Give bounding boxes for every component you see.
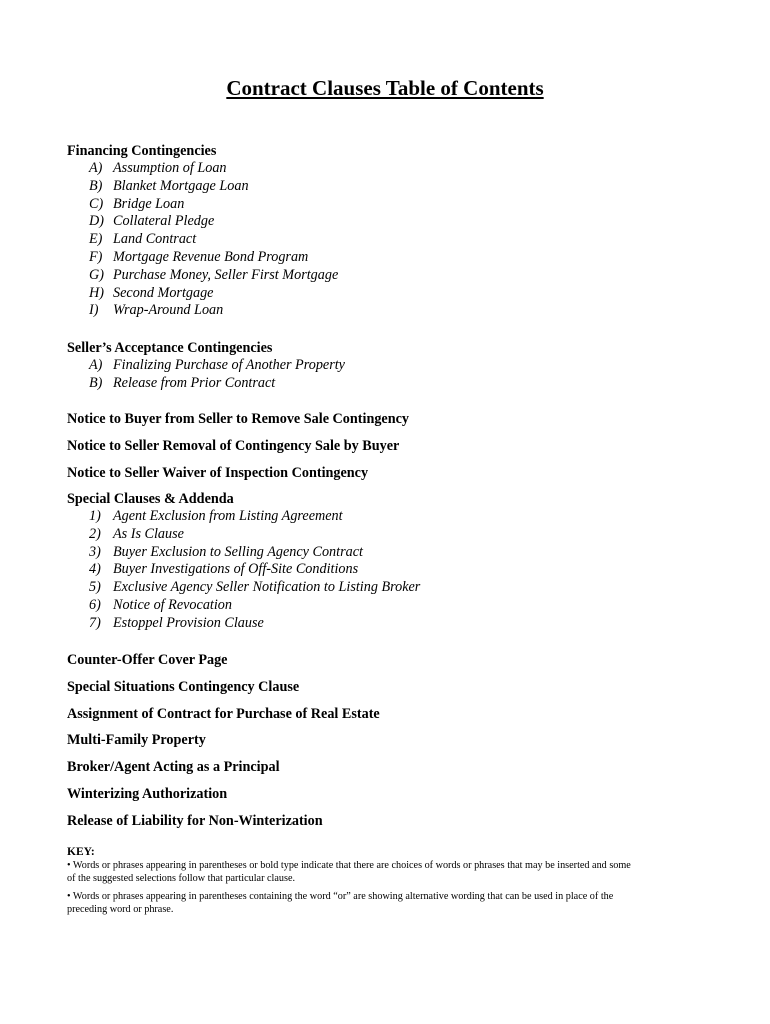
key-note: • Words or phrases appearing in parentheses or bold type indicate that there are choices of words or phrases that may be inserted and some of the suggested selections follow that particular clause. bbox=[67, 860, 631, 885]
list-item bbox=[67, 375, 345, 393]
section-heading: Special Clauses & Addenda bbox=[67, 491, 234, 507]
key-label: KEY: bbox=[67, 846, 95, 858]
list-item-text: Estoppel Provision Clause bbox=[113, 614, 264, 631]
list-item-text: Wrap-Around Loan bbox=[113, 302, 224, 319]
section-heading: Special Situations Contingency Clause bbox=[67, 679, 300, 695]
section-notice-seller-waiver bbox=[67, 464, 368, 482]
list-marker: A) bbox=[89, 357, 103, 373]
section-heading: Multi-Family Property bbox=[67, 732, 206, 748]
section-heading: Broker/Agent Acting as a Principal bbox=[67, 759, 280, 775]
list-item-text: Mortgage Revenue Bond Program bbox=[113, 248, 309, 265]
section-heading: Counter-Offer Cover Page bbox=[67, 652, 228, 668]
list-marker: 6) bbox=[89, 596, 101, 613]
list-marker: H) bbox=[89, 284, 104, 301]
section-special-situations bbox=[67, 678, 299, 696]
list-item bbox=[67, 597, 420, 615]
key-notes bbox=[67, 845, 637, 916]
section-heading: Notice to Seller Waiver of Inspection Contingency bbox=[67, 465, 369, 481]
list-item-text: Land Contract bbox=[113, 231, 197, 248]
section-heading: Notice to Buyer from Seller to Remove Sale Contingency bbox=[67, 411, 410, 427]
list-item-text: Finalizing Purchase of Another Property bbox=[113, 357, 345, 373]
financing-list bbox=[67, 160, 338, 320]
list-marker: A) bbox=[89, 160, 103, 176]
list-item bbox=[67, 285, 338, 303]
section-heading: Seller’s Acceptance Contingencies bbox=[67, 340, 273, 356]
list-marker: 5) bbox=[89, 579, 101, 596]
list-item-text: Bridge Loan bbox=[113, 195, 185, 212]
section-assignment bbox=[67, 705, 380, 723]
list-item bbox=[67, 357, 345, 375]
section-sellers-acceptance bbox=[67, 339, 345, 393]
list-item bbox=[67, 249, 338, 267]
list-item bbox=[67, 267, 338, 285]
section-winterizing bbox=[67, 785, 227, 803]
section-release-liability bbox=[67, 812, 323, 830]
list-item-text: Blanket Mortgage Loan bbox=[113, 177, 249, 194]
list-item bbox=[67, 302, 338, 320]
section-notice-buyer-remove-sale bbox=[67, 410, 409, 428]
list-item-text: Collateral Pledge bbox=[113, 213, 215, 230]
list-marker: E) bbox=[89, 231, 103, 248]
section-counter-offer bbox=[67, 651, 227, 669]
list-marker: B) bbox=[89, 177, 103, 194]
list-item bbox=[67, 615, 420, 633]
section-heading: Winterizing Authorization bbox=[67, 786, 228, 802]
section-broker-agent bbox=[67, 758, 280, 776]
list-marker: 7) bbox=[89, 614, 101, 631]
list-item bbox=[67, 544, 420, 562]
list-marker: D) bbox=[89, 213, 104, 230]
list-item-text: Notice of Revocation bbox=[113, 596, 232, 613]
list-marker: 4) bbox=[89, 561, 101, 578]
section-heading: Financing Contingencies bbox=[67, 143, 217, 159]
list-marker: B) bbox=[89, 374, 103, 391]
list-item bbox=[67, 178, 338, 196]
special-clauses-list bbox=[67, 508, 420, 633]
list-item bbox=[67, 508, 420, 526]
list-marker: 1) bbox=[89, 508, 101, 524]
section-financing-contingencies bbox=[67, 142, 338, 320]
section-special-clauses bbox=[67, 490, 420, 633]
list-item-text: Exclusive Agency Seller Notification to Listing Broker bbox=[113, 579, 421, 596]
list-marker: 2) bbox=[89, 525, 101, 542]
list-marker: C) bbox=[89, 195, 104, 212]
section-notice-seller-removal bbox=[67, 437, 399, 455]
list-item-text: Agent Exclusion from Listing Agreement bbox=[113, 508, 343, 524]
list-item-text: Buyer Investigations of Off-Site Conditions bbox=[113, 561, 359, 578]
list-item bbox=[67, 579, 420, 597]
sellers-acceptance-list bbox=[67, 357, 345, 393]
list-item-text: Buyer Exclusion to Selling Agency Contract bbox=[113, 543, 363, 560]
list-item-text: As Is Clause bbox=[113, 525, 184, 542]
list-item-text: Assumption of Loan bbox=[113, 160, 227, 176]
list-item-text: Second Mortgage bbox=[113, 284, 214, 301]
list-item bbox=[67, 160, 338, 178]
list-item bbox=[67, 196, 338, 214]
list-item-text: Purchase Money, Seller First Mortgage bbox=[113, 266, 339, 283]
list-item bbox=[67, 526, 420, 544]
list-marker: 3) bbox=[89, 543, 101, 560]
section-heading: Assignment of Contract for Purchase of Real Estate bbox=[67, 706, 380, 722]
list-marker: F) bbox=[89, 248, 103, 265]
section-heading: Release of Liability for Non-Winterization bbox=[67, 813, 323, 829]
key-note: • Words or phrases appearing in parentheses containing the word “or” are showing alternative wording that can be used in place of the preceding word or phrase. bbox=[67, 890, 614, 915]
list-item-text: Release from Prior Contract bbox=[113, 374, 276, 391]
list-item bbox=[67, 231, 338, 249]
list-item bbox=[67, 213, 338, 231]
section-multi-family bbox=[67, 731, 206, 749]
page-title: Contract Clauses Table of Contents bbox=[226, 76, 544, 100]
list-marker: G) bbox=[89, 266, 104, 283]
list-marker: I) bbox=[89, 302, 99, 319]
list-item bbox=[67, 561, 420, 579]
section-heading: Notice to Seller Removal of Contingency Sale by Buyer bbox=[67, 438, 400, 454]
